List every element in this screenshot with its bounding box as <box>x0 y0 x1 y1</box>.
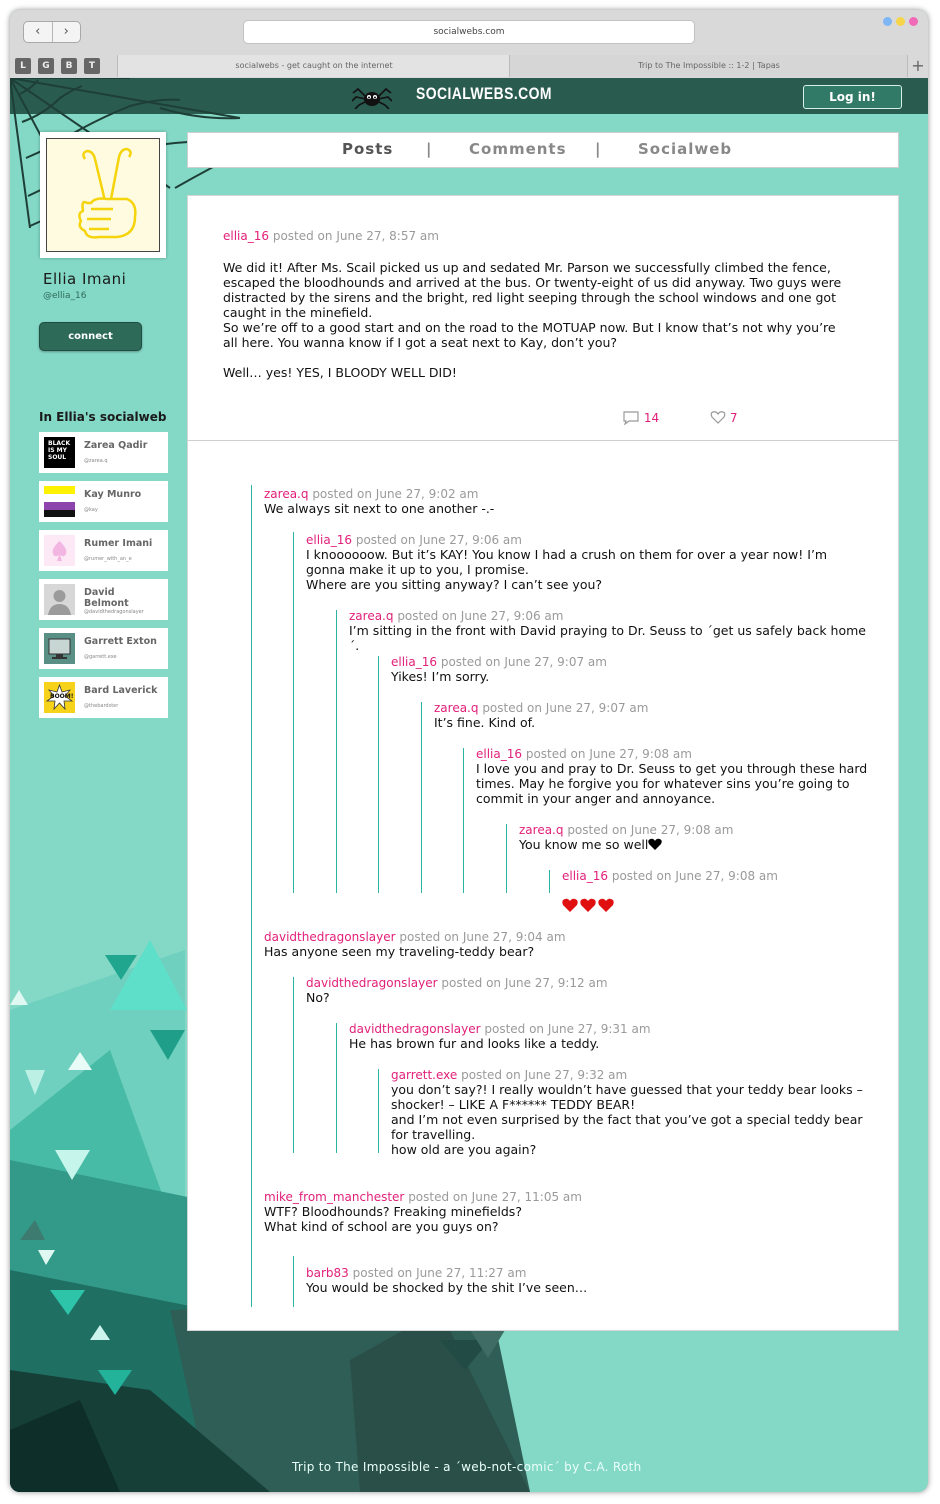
friend-name: Kay Munro <box>84 489 142 500</box>
thread-line <box>336 610 337 893</box>
comment-author-link[interactable]: zarea.q <box>264 487 309 501</box>
thread-line <box>463 748 464 893</box>
comment: garrett.exe posted on June 27, 9:32 am you don’t say?! I really wouldn’t have guessed that your teddy bear looks – shocker! – LIKE A F****** TEDDY BEAR! and I’m not even surprised by the fact that you’ve got a special teddy bear for travelling. how old are you again? <box>391 1068 871 1157</box>
friend-name: Garrett Exton <box>84 636 157 647</box>
thread-line <box>506 824 507 893</box>
comment: davidthedragonslayer posted on June 27, 9:12 am No? <box>306 976 608 1005</box>
comment-author-link[interactable]: davidthedragonslayer <box>306 976 438 990</box>
comment-text: No? <box>306 990 330 1005</box>
likes-count[interactable]: 7 <box>710 410 737 425</box>
heart-outline-icon <box>710 410 726 425</box>
comment-author-link[interactable]: zarea.q <box>519 823 564 837</box>
peace-hand-icon <box>47 139 159 251</box>
post-body: We did it! After Ms. Scail picked us up and sedated Mr. Parson we successfully climbed the fence, escaped the bloodhounds and arrived at the bus. Or twenty-eight of us did anyway. Two guys were distracted by the sirens and the bright, red light seeping through the school windows and one got caught in the minefield. So we’re off to a good start and on the road to the MOTUAP now. But I know that’s not why you’re all here. You wanna know if I got a seat next to Kay, don’t you? Well… yes! YES, I BLOODY WELL DID! <box>223 260 842 380</box>
spade-avatar <box>44 535 75 566</box>
forward-icon[interactable]: › <box>52 22 81 42</box>
comment-author-link[interactable]: zarea.q <box>349 609 394 623</box>
comment-text: I knoooooow. But it’s KAY! You know I had a crush on them for over a year now! I’m gonna make it up to you, I promise. Where are you sitting anyway? I can’t see you? <box>306 547 828 592</box>
friend-name: Bard Laverick <box>84 685 158 696</box>
history-buttons <box>23 21 81 43</box>
comment: ellia_16 posted on June 27, 9:08 am <box>562 869 778 916</box>
friend-handle: @davidthedragonslayer <box>84 609 144 615</box>
comment: davidthedragonslayer posted on June 27, 9:31 am He has brown fur and looks like a teddy. <box>349 1022 651 1051</box>
avatar: BLACK IS MY SOUL <box>44 437 75 468</box>
comments-count[interactable]: 14 <box>622 410 659 425</box>
tab-socialweb[interactable]: Socialweb <box>638 140 733 158</box>
person-icon <box>44 584 75 615</box>
friend-handle: @zarea.q <box>84 458 108 464</box>
thread-line <box>421 702 422 893</box>
tab-separator: | <box>426 140 433 158</box>
pinned-tab-g[interactable]: G <box>38 58 54 74</box>
comment-author-link[interactable]: ellia_16 <box>391 655 438 669</box>
new-tab-plus-icon[interactable]: + <box>907 55 928 77</box>
comment-author-link[interactable]: ellia_16 <box>476 747 523 761</box>
profile-handle: @ellia_16 <box>43 291 87 301</box>
pinned-tab-b[interactable]: B <box>61 58 77 74</box>
thread-line <box>293 1256 294 1307</box>
browser-window <box>10 10 928 1492</box>
profile-avatar[interactable] <box>40 132 166 258</box>
black-heart-icon <box>648 838 662 851</box>
thread-line <box>293 532 294 893</box>
profile-tabs <box>187 132 899 168</box>
comment-text: I’m sitting in the front with David praying to Dr. Seuss to ´get us safely back home´. <box>349 623 866 653</box>
comment-author-link[interactable]: garrett.exe <box>391 1068 458 1082</box>
tab-tapas[interactable]: Trip to The Impossible :: 1-2 | Tapas <box>509 55 908 77</box>
thread-line <box>336 1023 337 1153</box>
post-card <box>187 195 899 1331</box>
default-avatar <box>44 584 75 615</box>
login-button[interactable]: Log in! <box>803 85 902 109</box>
friend-card[interactable] <box>39 481 168 522</box>
comment: mike_from_manchester posted on June 27, 11:05 am WTF? Bloodhounds? Freaking minefields? What kind of school are you guys on? <box>264 1190 582 1234</box>
spade-icon <box>44 535 75 566</box>
friend-card[interactable] <box>39 579 168 620</box>
pinned-tab-l[interactable]: L <box>15 58 31 74</box>
comment-author-link[interactable]: ellia_16 <box>562 869 609 883</box>
yellow-dot-icon[interactable] <box>896 17 905 26</box>
comment: zarea.q posted on June 27, 9:08 am You know me so well <box>519 823 734 852</box>
comment-text: I love you and pray to Dr. Seuss to get you through these hard times. May he forgive you for whatever sins you’re going to commit in your anger and annoyance. <box>476 761 868 806</box>
flag-avatar <box>44 486 75 517</box>
footer-credit: Trip to The Impossible - a ´web-not-comic´ by C.A. Roth <box>292 1460 642 1474</box>
comment-bubble-icon <box>622 410 640 425</box>
comment-text: We always sit next to one another -.- <box>264 501 495 516</box>
blue-dot-icon[interactable] <box>883 17 892 26</box>
red-hearts-icon <box>562 898 614 913</box>
friend-card[interactable] <box>39 530 168 571</box>
friend-handle: @thebardster <box>84 703 119 709</box>
comment-text: He has brown fur and looks like a teddy. <box>349 1036 600 1051</box>
socialweb-title: In Ellia's socialweb <box>39 410 167 424</box>
thread-line <box>251 485 252 1307</box>
comment: barb83 posted on June 27, 11:27 am You would be shocked by the shit I’ve seen… <box>306 1266 588 1295</box>
profile-name: Ellia Imani <box>43 270 127 288</box>
comment-author-link[interactable]: davidthedragonslayer <box>264 930 396 944</box>
pinned-tabs <box>15 58 100 74</box>
comment: zarea.q posted on June 27, 9:02 am We always sit next to one another -.- <box>264 487 495 516</box>
post-divider <box>188 440 898 441</box>
thread-line <box>549 870 550 893</box>
tab-comments[interactable]: Comments <box>469 140 567 158</box>
comment-author-link[interactable]: zarea.q <box>434 701 479 715</box>
friend-card[interactable] <box>39 677 168 718</box>
comment-text <box>562 883 778 916</box>
comment-author-link[interactable]: davidthedragonslayer <box>349 1022 481 1036</box>
thread-line <box>378 656 379 893</box>
site-logo[interactable]: SOCIALWEBS.COM <box>416 84 552 103</box>
friend-handle: @kay <box>84 507 98 513</box>
computer-avatar <box>44 633 75 664</box>
comment-text: You would be shocked by the shit I’ve seen… <box>306 1280 588 1295</box>
friend-name: Rumer Imani <box>84 538 153 549</box>
comment: ellia_16 posted on June 27, 9:07 am Yikes! I’m sorry. <box>391 655 607 684</box>
friend-card[interactable] <box>39 628 168 669</box>
friend-name: Zarea Qadir <box>84 440 148 451</box>
comment: zarea.q posted on June 27, 9:06 am I’m sitting in the front with David praying to Dr. Seuss to ´get us safely back home´. <box>349 609 869 653</box>
pinned-tab-t[interactable]: T <box>84 58 100 74</box>
spider-icon <box>352 85 392 109</box>
tab-strip <box>10 55 928 78</box>
pink-dot-icon[interactable] <box>909 17 918 26</box>
friend-name: David Belmont <box>84 587 129 609</box>
tab-socialwebs[interactable]: socialwebs - get caught on the internet <box>117 55 510 77</box>
thread-line <box>293 977 294 1153</box>
comment-author-link[interactable]: ellia_16 <box>306 533 353 547</box>
comment-text: you don’t say?! I really wouldn’t have guessed that your teddy bear looks – shocker! – LIKE A F****** TEDDY BEAR! and I’m not even surprised by the fact that you’ve got a special teddy bear for travelling. how old are you again? <box>391 1082 863 1157</box>
thread-line <box>378 1069 379 1153</box>
comment-author-link[interactable]: mike_from_manchester <box>264 1190 405 1204</box>
tab-separator: | <box>595 140 602 158</box>
computer-icon <box>44 633 75 664</box>
comment: ellia_16 posted on June 27, 9:06 am I knoooooow. But it’s KAY! You know I had a crush on them for over a year now! I’m gonna make it up to you, I promise. Where are you sitting anyway? I can’t see you? <box>306 533 846 592</box>
comment-text: Has anyone seen my traveling-teddy bear? <box>264 944 535 959</box>
friend-card[interactable] <box>39 432 168 473</box>
back-icon[interactable]: ‹ <box>35 24 41 39</box>
address-bar[interactable]: socialwebs.com <box>243 20 695 44</box>
window-dots <box>883 17 918 26</box>
comment: zarea.q posted on June 27, 9:07 am It’s fine. Kind of. <box>434 701 649 730</box>
post-meta: ellia_16 posted on June 27, 8:57 am <box>223 229 439 243</box>
friend-handle: @rumer_with_an_e <box>84 556 132 562</box>
comment-text: It’s fine. Kind of. <box>434 715 536 730</box>
comment-author-link[interactable]: barb83 <box>306 1266 349 1280</box>
comment: davidthedragonslayer posted on June 27, 9:04 am Has anyone seen my traveling-teddy bear? <box>264 930 566 959</box>
friend-handle: @garrett.exe <box>84 654 117 660</box>
post-author-link[interactable]: ellia_16 <box>223 229 270 243</box>
browser-chrome <box>10 10 928 79</box>
comment-text: You know me so well <box>519 837 733 852</box>
boom-avatar: BOOM! <box>44 682 75 713</box>
comment-text: Yikes! I’m sorry. <box>391 669 490 684</box>
comment: ellia_16 posted on June 27, 9:08 am I love you and pray to Dr. Seuss to get you through these hard times. May he forgive you for whatever sins you’re going to commit in your anger and annoyance. <box>476 747 876 806</box>
comment-text: WTF? Bloodhounds? Freaking minefields? What kind of school are you guys on? <box>264 1204 522 1234</box>
connect-button[interactable]: connect <box>39 322 142 351</box>
tab-posts[interactable]: Posts <box>342 140 394 158</box>
